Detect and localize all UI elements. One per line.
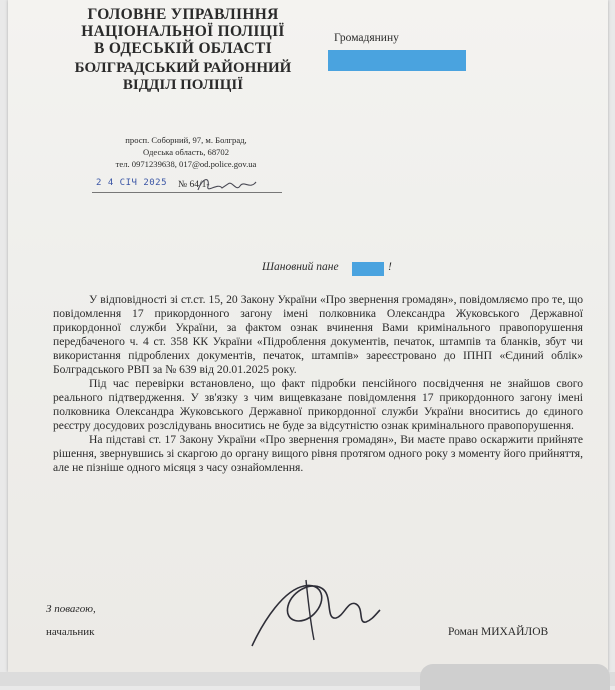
greeting: Шановний пане xyxy=(262,261,339,273)
body-paragraph-1: У відповідності зі ст.ст. 15, 20 Закону України «Про звернення громадян», повідомляємо про те, що повідомлення 17 прикордонного загону імені полковника Олександра Жуковського Державної прикордонної служби України, за фактом ознак вчинення Вами кримінального правопорушення передбаченого ч. 4 ст. 358 КК України «Підроблення документів, печаток, штампів та бланків, збут чи використання підроблених документів, печаток, штампів» зареєстровано до ІПНП «Єдиний облік» Болградського РВП за № 639 від 20.01.2025 року. xyxy=(53,293,583,376)
letter-body xyxy=(53,293,583,475)
department-line-1: ГОЛОВНЕ УПРАВЛІННЯ xyxy=(87,6,279,23)
address-line-3: тел. 0971239638, 017@od.police.gov.ua xyxy=(115,159,257,169)
addressee-label: Громадянину xyxy=(334,32,399,44)
date-stamp: 2 4 СІЧ 2025 xyxy=(96,178,168,188)
signer-position: начальник xyxy=(46,626,95,638)
signer-name: Роман МИХАЙЛОВ xyxy=(448,626,549,638)
addressee-name-redaction xyxy=(328,50,466,71)
address-line-1: просп. Соборний, 97, м. Болград, xyxy=(125,135,247,145)
viewer-overlay-pill xyxy=(420,664,610,690)
department-header xyxy=(68,6,298,94)
department-sub-line-1: БОЛГРАДСЬКИЙ РАЙОННИЙ xyxy=(74,60,292,76)
department-line-3: В ОДЕСЬКІЙ ОБЛАСТІ xyxy=(94,40,272,57)
greeting-name-redaction xyxy=(352,262,384,276)
body-paragraph-2: Під час перевірки встановлено, що факт підробки пенсійного посвідчення не знайшов свого реального підтвердження. У зв'язку з чим вищевказане повідомлення 17 прикордонного загону імені полковника Олександра Жуковського Державної прикордонної служби України вноситись до єдиного реєстру досудових розслідувань вноситись не буде за відсутністю ознак кримінального правопорушення. xyxy=(53,377,583,432)
department-sub-line-2: ВІДДІЛ ПОЛІЦІЇ xyxy=(122,77,244,93)
greeting-exclamation: ! xyxy=(388,261,392,273)
closing-salutation: З повагою, xyxy=(46,603,96,615)
reference-underline xyxy=(92,192,282,193)
signature-icon xyxy=(244,560,384,650)
department-sub-header xyxy=(68,60,298,94)
department-line-2: НАЦІОНАЛЬНОЇ ПОЛІЦІЇ xyxy=(81,23,285,40)
address-line-2: Одеська область, 68702 xyxy=(142,147,230,157)
department-address xyxy=(82,134,290,170)
reference-row xyxy=(92,178,302,194)
letter-page xyxy=(8,0,608,672)
body-paragraph-3: На підставі ст. 17 Закону України «Про звернення громадян», Ви маєте право оскаржити прийняте рішення, звернувшись зі скаргою до органу вищого рівня протягом одного року з моменту його прийняття, але не пізніше одного місяця з часу ознайомлення. xyxy=(53,433,583,474)
reference-number: № 64/1- xyxy=(178,180,210,190)
